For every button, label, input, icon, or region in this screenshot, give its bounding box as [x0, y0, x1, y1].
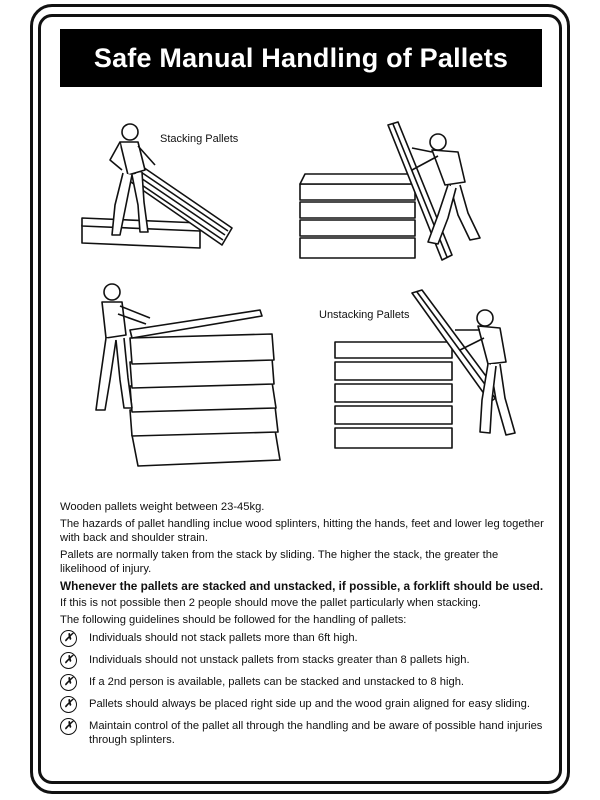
pallet-handling-illustrations	[60, 110, 542, 480]
paragraph: Pallets are normally taken from the stack by sliding. The higher the stack, the greater the likelihood of injury.	[60, 549, 499, 575]
guideline-text: Maintain control of the pallet all through the handling and be aware of possible hand injuries through splinters.	[89, 720, 543, 746]
page-title: Safe Manual Handling of Pallets	[93, 42, 509, 73]
guidelines-list	[60, 631, 546, 747]
stacking-pallets-label: Stacking Pallets	[160, 133, 239, 145]
stacking-figure-3	[96, 284, 280, 466]
paragraph: The following guidelines should be followed for the handling of pallets:	[60, 614, 407, 626]
guideline-text: Individuals should not stack pallets more than 6ft high.	[89, 632, 358, 644]
paragraph: If this is not possible then 2 people should move the pallet particularly when stacking.	[60, 597, 482, 609]
guidance-text	[60, 500, 546, 753]
list-item	[60, 631, 546, 647]
title-banner	[60, 29, 542, 87]
forklift-emphasis: Whenever the pallets are stacked and unstacked, if possible, a forklift should be used.	[60, 579, 544, 593]
x-circle-icon: ✗	[60, 674, 77, 691]
list-item	[60, 675, 546, 691]
x-circle-icon: ✗	[60, 696, 77, 713]
unstacking-pallets-label: Unstacking Pallets	[319, 309, 410, 321]
x-circle-icon: ✗	[60, 718, 77, 735]
illustrations	[60, 110, 542, 480]
guideline-text: Pallets should always be placed right side up and the wood grain aligned for easy sliding.	[89, 698, 530, 710]
x-circle-icon: ✗	[60, 652, 77, 669]
paragraph: The hazards of pallet handling inclue wood splinters, hitting the hands, feet and lower leg together with back and shoulder strain.	[60, 518, 544, 544]
stacking-figure-2	[300, 122, 480, 260]
guideline-text: If a 2nd person is available, pallets can be stacked and unstacked to 8 high.	[89, 676, 465, 688]
paragraph: Wooden pallets weight between 23-45kg.	[60, 501, 265, 513]
x-circle-icon: ✗	[60, 630, 77, 647]
guideline-text: Individuals should not unstack pallets from stacks greater than 8 pallets high.	[89, 654, 470, 666]
list-item	[60, 653, 546, 669]
list-item	[60, 719, 546, 747]
list-item	[60, 697, 546, 713]
